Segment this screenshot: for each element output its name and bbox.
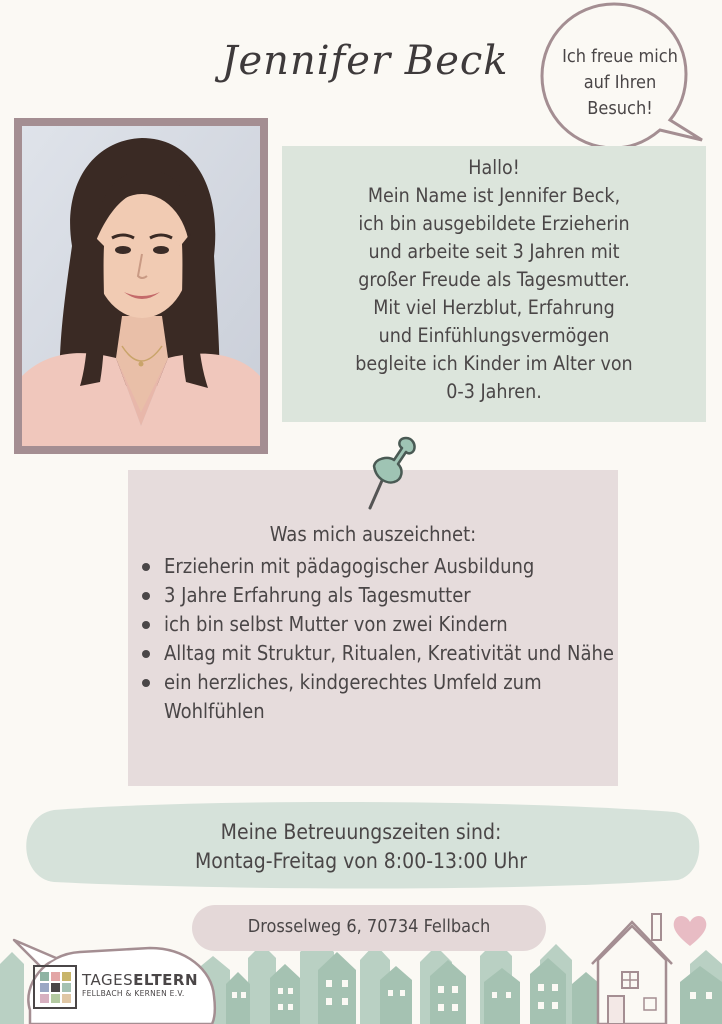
- list-item: Erzieherin mit pädagogischer Ausbildung: [138, 552, 618, 581]
- address-text: Drosselweg 6, 70734 Fellbach: [247, 916, 491, 937]
- house-icon: [592, 914, 672, 1024]
- page-title: Jennifer Beck: [221, 38, 509, 84]
- list-item: ich bin selbst Mutter von zwei Kindern: [138, 610, 618, 639]
- logo-name-part2: ELTERN: [133, 971, 199, 989]
- portrait-photo: [14, 118, 268, 454]
- intro-line: 0-3 Jahren.: [446, 380, 542, 403]
- intro-line: begleite ich Kinder im Alter von: [355, 352, 633, 375]
- speech-bubble-text: [545, 44, 695, 122]
- logo-name-part1: TAGES: [82, 971, 134, 989]
- portrait-image: [22, 126, 260, 446]
- logo-subtitle: FELLBACH & KERNEN E.V.: [82, 989, 185, 998]
- logo-icon: [34, 966, 76, 1008]
- intro-text: [282, 154, 706, 406]
- pushpin-icon: [362, 430, 418, 512]
- speech-line: Ich freue mich: [562, 46, 678, 67]
- speech-line: auf Ihren: [583, 72, 657, 93]
- intro-line: großer Freude als Tagesmutter.: [358, 268, 630, 291]
- features-list: [138, 552, 618, 726]
- speech-line: Besuch!: [587, 98, 653, 119]
- list-item: ein herzliches, kindgerechtes Umfeld zum Wohlfühlen: [138, 668, 618, 726]
- heart-icon: [674, 916, 707, 946]
- hours-banner: [14, 800, 708, 890]
- features-heading: Was mich auszeichnet:: [269, 522, 477, 546]
- intro-line: Hallo!: [468, 156, 520, 179]
- intro-line: Mit viel Herzblut, Erfahrung: [373, 296, 615, 319]
- list-item: 3 Jahre Erfahrung als Tagesmutter: [138, 581, 618, 610]
- intro-line: ich bin ausgebildete Erzieherin: [358, 212, 630, 235]
- intro-line: und arbeite seit 3 Jahren mit: [368, 240, 620, 263]
- hours-times: Montag-Freitag von 8:00-13:00 Uhr: [194, 849, 528, 873]
- intro-line: Mein Name ist Jennifer Beck,: [367, 184, 621, 207]
- logo-name: [82, 971, 198, 989]
- list-item: Alltag mit Struktur, Ritualen, Kreativität und Nähe: [138, 639, 618, 668]
- hours-heading: Meine Betreuungszeiten sind:: [220, 820, 502, 844]
- intro-line: und Einfühlungsvermögen: [378, 324, 610, 347]
